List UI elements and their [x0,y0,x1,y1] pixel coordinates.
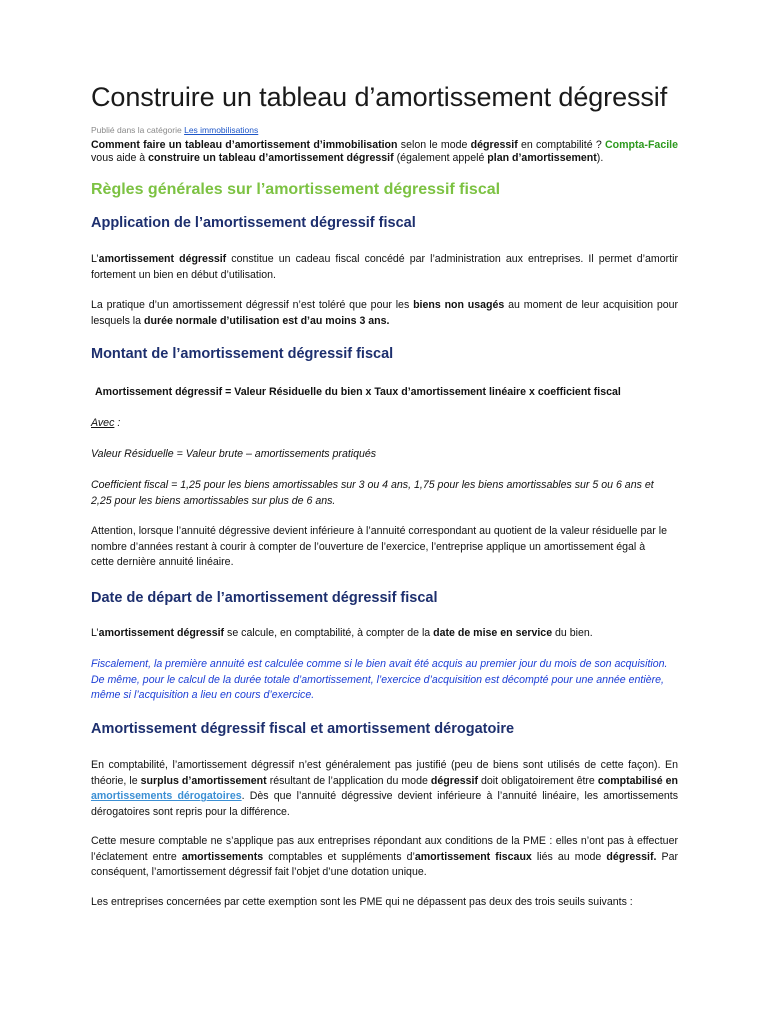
text: Cette mesure comptable ne s’applique pas aux entreprises répondant aux conditions de la PME : elles n’ont pas à effectuer l’éclatement entre [91,835,678,863]
intro-bold-1: Comment faire un tableau d’amortissement d’immobilisation [91,139,398,151]
avec-text: Avec [91,417,115,429]
brand-name: Compta-Facile [605,139,678,151]
text: Par conséquent, l’amortissement dégressif fait l’objet d’une dotation unique. [91,850,679,878]
avec-label [91,416,678,432]
heading-date-depart: Date de départ de l’amortissement dégressif fiscal [91,590,438,606]
bold-term: durée normale d’utilisation est d’au moins 3 ans. [144,314,390,327]
text: se calcule, en comptabilité, à compter de la [224,627,434,639]
text: comptables et suppléments d’ [263,850,415,863]
application-paragraph-2 [91,298,678,329]
attention-paragraph: Attention, lorsque l’annuité dégressive devient inférieure à l’annuité correspondant au quotient de la valeur résiduelle par le nombre d’années restant à courir à compter de l’ouverture de l’exercice, l’entreprise applique un amortissement égal à cette dernière annuité linéaire. [91,525,667,568]
text: résultant de l’application du mode [266,774,431,787]
derogatoire-paragraph-3: Les entreprises concernées par cette exemption sont les PME qui ne dépassent pas deux des trois seuils suivants : [91,896,633,908]
text: : [114,417,121,429]
text: La pratique d’un amortissement dégressif n’est toléré que pour les [91,299,414,311]
bold-term: amortissements [181,850,264,863]
text: constitue un cadeau fiscal concédé par l’administration aux entreprises. Il permet d’amortir fortement un bien en début d’utilisation. [91,253,678,281]
coefficient-fiscal: Coefficient fiscal = 1,25 pour les biens amortissables sur 3 ou 4 ans, 1,75 pour les biens amortissables sur 5 ou 6 ans et 2,25 pour les biens amortissables sur plus de 6 ans. [91,479,654,507]
heading-application: Application de l’amortissement dégressif fiscal [91,215,416,231]
intro-text-4: en comptabilité ? [517,139,605,151]
valeur-residuelle: Valeur Résiduelle = Valeur brute – amortissements pratiqués [91,448,377,460]
derogatoires-link[interactable]: amortissements dérogatoires [91,790,242,802]
application-paragraph-1 [91,252,678,283]
bold-term: surplus d’amortissement [140,774,267,787]
bold-term: amortissement fiscaux [414,850,532,863]
heading-derogatoire: Amortissement dégressif fiscal et amortissement dérogatoire [91,721,515,737]
intro-text-6: vous aide à [91,151,149,164]
intro-bold-3: dégressif [470,139,518,151]
bold-term: amortissement dégressif [98,627,225,639]
bold-term: dégressif [430,774,478,787]
fiscalement-paragraph: Fiscalement, la première annuité est calculée comme si le bien avait été acquis au premier jour du mois de son acquisition. De même, pour le calcul de la durée totale d’amortissement, l’exercice d’acquisition est décompté pour une année entière, même si l’acquisition a lieu en cours d’exercice. [91,658,668,701]
category-link[interactable]: Les immobilisations [184,125,259,135]
bold-term: date de mise en service [433,627,553,639]
text: L’ [91,253,99,265]
page-title: Construire un tableau d’amortissement dégressif [91,82,668,112]
bold-term: dégressif. [606,850,657,863]
intro-bold-9: plan d’amortissement [487,151,597,164]
intro-text-2: selon le mode [397,139,471,151]
text: En comptabilité, l’amortissement dégressif n’est généralement pas justifié (peu de biens sont utilisés de cette façon). En théorie, le [91,759,678,787]
text: liés au mode [531,850,607,863]
formula: Amortissement dégressif = Valeur Résiduelle du bien x Taux d’amortissement linéaire x coefficient fiscal [95,386,621,398]
category-meta [91,125,258,135]
heading-montant: Montant de l’amortissement dégressif fiscal [91,346,394,362]
intro-text-10: ). [596,151,604,164]
intro-text-8: (également appelé [393,151,488,164]
bold-term: comptabilisé en [597,774,678,787]
section-heading-main: Règles générales sur l’amortissement dégressif fiscal [91,181,501,198]
intro-paragraph [91,139,678,164]
date-paragraph [91,626,678,642]
text: au moment de leur acquisition pour lesquels la [91,299,679,327]
bold-term: amortissement dégressif [98,253,227,265]
derogatoire-paragraph-1 [91,758,678,820]
text: . Dès que l’annuité dégressive devient inférieure à l’annuité linéaire, les amortissements dérogatoires sont repris pour la différence. [91,790,678,818]
text: du bien. [552,627,593,639]
category-prefix: Publié dans la catégorie [91,125,185,135]
intro-bold-7: construire un tableau d’amortissement dégressif [148,151,394,164]
text: L’ [91,627,99,639]
text: doit obligatoirement être [477,774,598,787]
bold-term: biens non usagés [413,299,505,311]
derogatoire-paragraph-2 [91,834,678,881]
